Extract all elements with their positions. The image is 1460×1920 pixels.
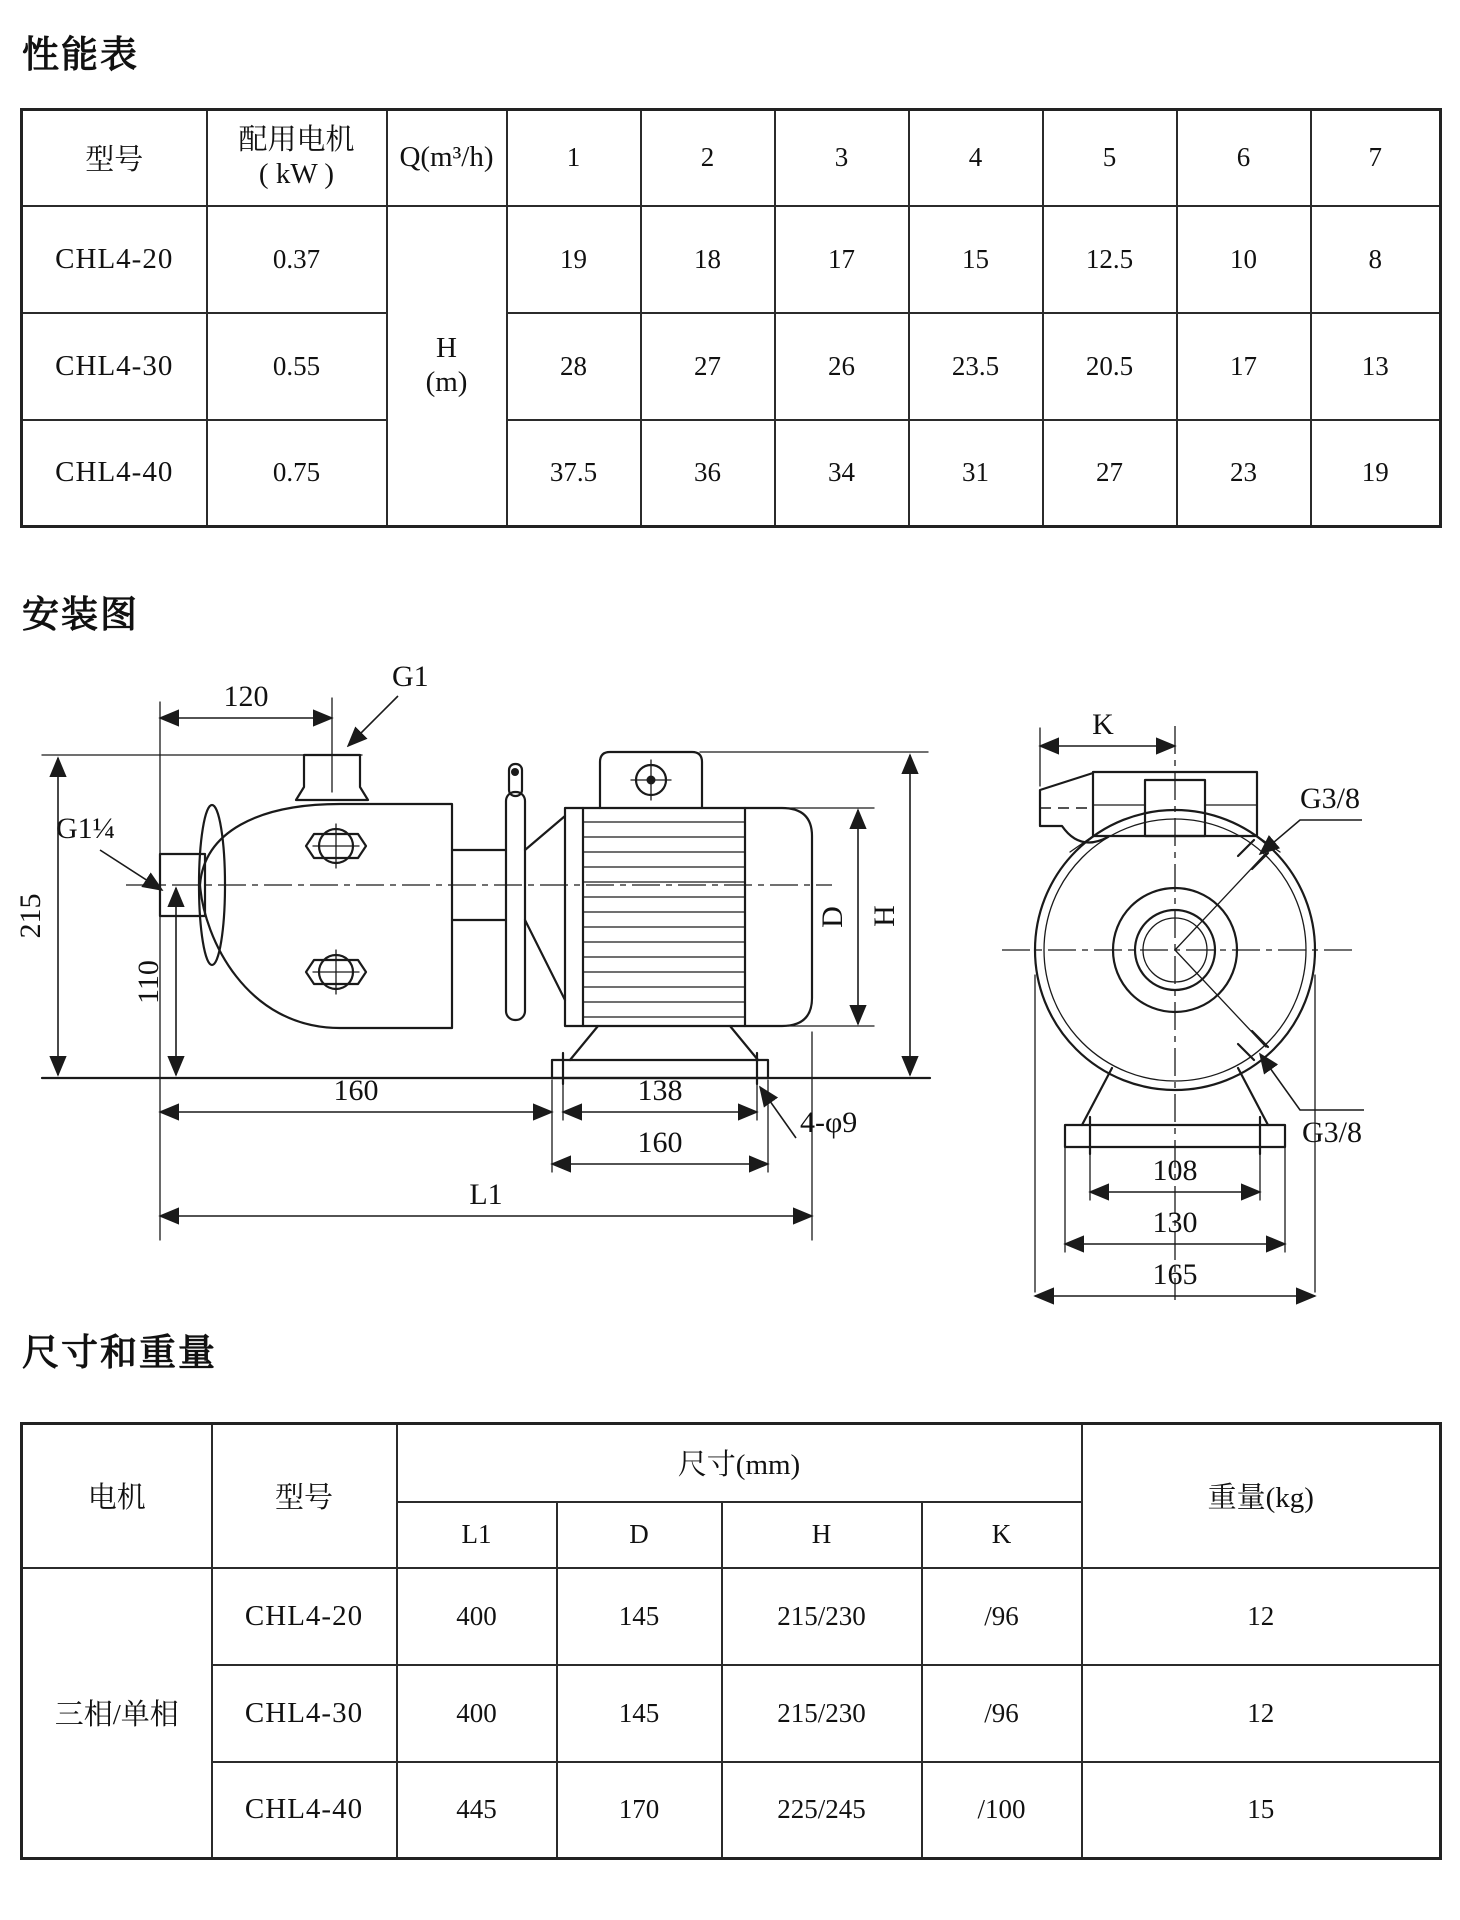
motor-fins: [583, 822, 745, 1017]
head-cell: 37.5: [507, 420, 641, 527]
head-cell: 36: [641, 420, 775, 527]
head-cell: 17: [1177, 313, 1311, 420]
casing-bolt-bottom: [306, 950, 366, 994]
g38-top-label: G3/8: [1300, 782, 1360, 815]
motor-end-cap: [745, 808, 812, 1026]
col-header-model: 型号: [212, 1424, 397, 1568]
col-header-weight: 重量(kg): [1082, 1424, 1441, 1568]
head-cell: 19: [507, 206, 641, 313]
pump-casing: [200, 804, 452, 1028]
g38-bottom-label: G3/8: [1302, 1116, 1362, 1149]
head-cell: 28: [507, 313, 641, 420]
tie-clamp: [506, 764, 525, 1020]
flow-col-7: 7: [1311, 110, 1441, 206]
flow-col-2: 2: [641, 110, 775, 206]
dim-label-160-base: 160: [637, 1126, 683, 1159]
head-cell: 31: [909, 420, 1043, 527]
h-cell: 215/230: [722, 1568, 922, 1665]
dim-label-D: D: [816, 906, 849, 928]
dim-label-110: 110: [132, 960, 165, 1004]
flow-col-4: 4: [909, 110, 1043, 206]
table-row: [22, 313, 1441, 420]
g38-bottom-tick1: [1238, 1044, 1254, 1060]
flow-col-1: 1: [507, 110, 641, 206]
dim-label-130: 130: [1152, 1206, 1198, 1239]
suction-leader-arrow: [100, 850, 162, 890]
l1-cell: 400: [397, 1568, 557, 1665]
size-col-K: K: [922, 1502, 1082, 1568]
model-cell: CHL4-30: [22, 313, 207, 420]
weight-cell: 15: [1082, 1762, 1441, 1859]
model-cell: CHL4-40: [22, 420, 207, 527]
weight-cell: 12: [1082, 1568, 1441, 1665]
model-cell: CHL4-30: [212, 1665, 397, 1762]
pump-front-view: [1002, 708, 1364, 1300]
bolt-holes-leader: [760, 1087, 796, 1138]
installation-drawing: [0, 640, 1460, 1320]
performance-table: [20, 108, 1442, 528]
size-col-L1: L1: [397, 1502, 557, 1568]
model-cell: CHL4-20: [212, 1568, 397, 1665]
k-cell: /100: [922, 1762, 1082, 1859]
power-cell: 0.55: [207, 313, 387, 420]
k-cell: /96: [922, 1568, 1082, 1665]
lantern-bottom: [525, 920, 565, 1000]
col-header-motor: [207, 110, 387, 206]
head-cell: 12.5: [1043, 206, 1177, 313]
table-row: [22, 1568, 1441, 1665]
dimensions-section-title: 尺寸和重量: [22, 1332, 217, 1373]
head-cell: 17: [775, 206, 909, 313]
h-cell: 225/245: [722, 1762, 922, 1859]
dim-label-215: 215: [14, 893, 47, 939]
installation-section-title: 安装图: [22, 594, 139, 635]
dim-label-L1: L1: [469, 1178, 503, 1211]
table-row: [22, 1762, 1441, 1859]
dim-label-160-left: 160: [333, 1074, 379, 1107]
head-cell: 8: [1311, 206, 1441, 313]
col-header-motor-line1: 配用电机: [238, 124, 355, 157]
col-header-motor-line2: ( kW ): [258, 157, 335, 190]
col-header-model: 型号: [22, 110, 207, 206]
dim-label-138: 138: [637, 1074, 683, 1107]
d-cell: 170: [557, 1762, 722, 1859]
head-unit-line2: (m): [425, 365, 468, 398]
weight-cell: 12: [1082, 1665, 1441, 1762]
col-header-size: 尺寸(mm): [397, 1424, 1082, 1502]
head-cell: 18: [641, 206, 775, 313]
head-cell: 20.5: [1043, 313, 1177, 420]
d-cell: 145: [557, 1665, 722, 1762]
bolt-holes-label: 4-φ9: [800, 1106, 858, 1139]
flow-col-5: 5: [1043, 110, 1177, 206]
motor-type-cell: 三相/单相: [22, 1568, 212, 1859]
size-col-H: H: [722, 1502, 922, 1568]
dim-label-165: 165: [1152, 1258, 1198, 1291]
size-col-D: D: [557, 1502, 722, 1568]
suction-port-label: G1¼: [56, 812, 116, 845]
dimensions-table: [20, 1422, 1442, 1860]
head-cell: 27: [1043, 420, 1177, 527]
head-cell: 26: [775, 313, 909, 420]
dim-label-108: 108: [1152, 1154, 1198, 1187]
table-row: [22, 1665, 1441, 1762]
power-cell: 0.75: [207, 420, 387, 527]
k-cell: /96: [922, 1665, 1082, 1762]
terminal-box: [600, 752, 702, 808]
discharge-port-label: G1: [392, 660, 429, 693]
dim-label-120: 120: [223, 680, 269, 713]
l1-cell: 400: [397, 1665, 557, 1762]
l1-cell: 445: [397, 1762, 557, 1859]
d-cell: 145: [557, 1568, 722, 1665]
lantern-top: [525, 816, 565, 850]
head-cell: 13: [1311, 313, 1441, 420]
g38-top-tick2: [1252, 853, 1268, 869]
head-cell: 10: [1177, 206, 1311, 313]
head-cell: 19: [1311, 420, 1441, 527]
performance-section-title: 性能表: [22, 34, 139, 75]
head-cell: 23.5: [909, 313, 1043, 420]
h-cell: 215/230: [722, 1665, 922, 1762]
model-cell: CHL4-40: [212, 1762, 397, 1859]
col-header-motor: 电机: [22, 1424, 212, 1568]
head-cell: 34: [775, 420, 909, 527]
head-cell: 23: [1177, 420, 1311, 527]
flow-col-6: 6: [1177, 110, 1311, 206]
table-row: [22, 420, 1441, 527]
power-cell: 0.37: [207, 206, 387, 313]
head-cell: 15: [909, 206, 1043, 313]
flow-col-3: 3: [775, 110, 909, 206]
dim-label-K: K: [1092, 708, 1114, 741]
dim-label-H: H: [868, 905, 901, 927]
g1-leader-arrow: [348, 696, 398, 746]
col-header-q: Q(m³/h): [387, 110, 507, 206]
g38-bottom-leader: [1260, 1054, 1364, 1110]
head-unit-line1: H: [436, 332, 457, 365]
model-cell: CHL4-20: [22, 206, 207, 313]
motor-body: [565, 808, 812, 1026]
g38-bottom-tick2: [1252, 1031, 1268, 1047]
pump-side-view: [14, 660, 930, 1240]
head-unit-cell: [387, 206, 507, 527]
casing-bolt-top: [306, 824, 366, 868]
g38-top-tick1: [1238, 840, 1254, 856]
head-cell: 27: [641, 313, 775, 420]
table-row: [22, 206, 1441, 313]
